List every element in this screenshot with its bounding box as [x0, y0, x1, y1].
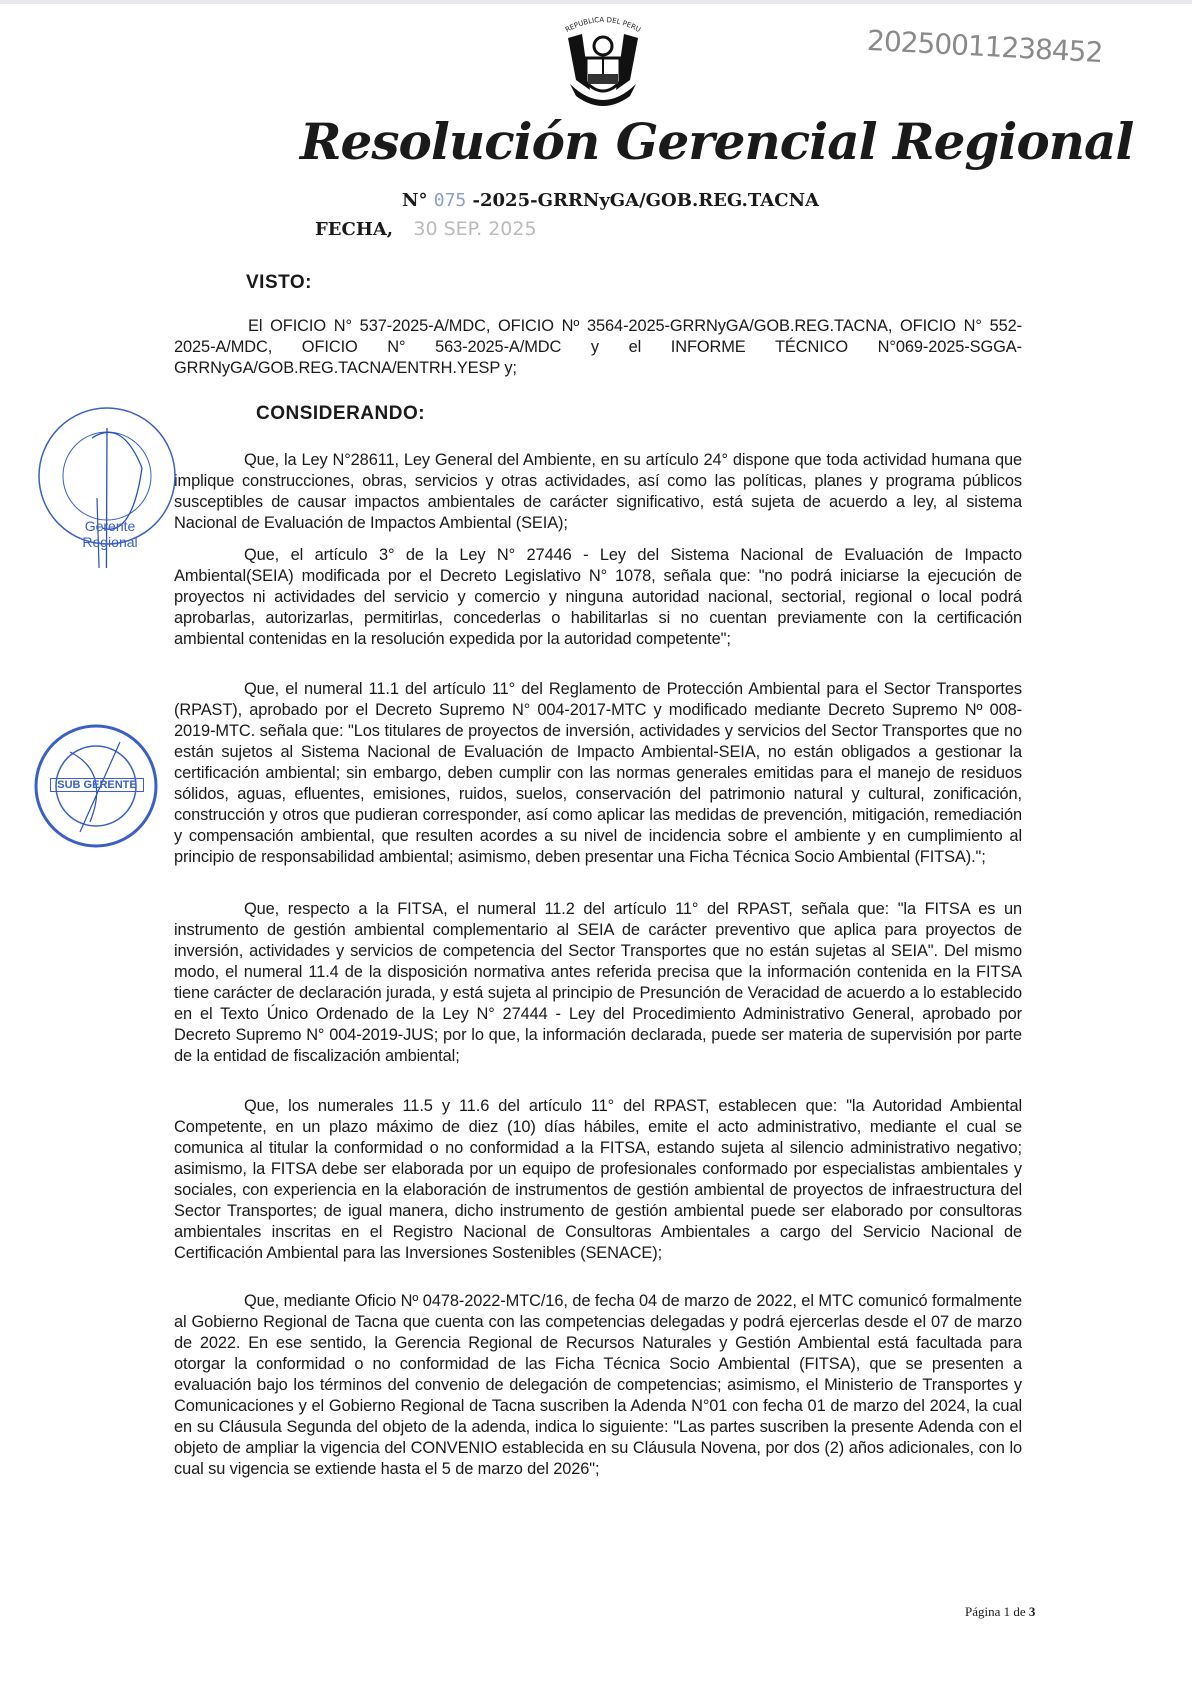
paragraph-4: Que, respecto a la FITSA, el numeral 11.2 del artículo 11° del RPAST, señala que: "la FITSA es un instrumento de gestión ambiental complementario al SEIA de carácter preventivo que aplica para proyectos de inversión, actividades y servicios de competencia del Sector Transportes que no están sujetas al SEIA". Del mismo modo, el numeral 11.4 de la disposición normativa antes referida precisa que la información contenida en la FITSA tiene carácter de declaración jurada, y está sujeta al principio de Presunción de Veracidad de acuerdo a lo establecido en el Texto Único Ordenado de la Ley N° 27444 - Ley del Procedimiento Administrativo General, aprobado por Decreto Supremo N° 004-2019-JUS; por lo que, la información declarada, puede ser materia de supervisión por parte de la entidad de fiscalización ambiental; — [174, 900, 1022, 1065]
sub-manager-stamp — [30, 712, 162, 862]
stamp2-center-text: SUB GERENTE — [50, 778, 144, 792]
date-stamp: 30 SEP. 2025 — [413, 218, 537, 240]
page-number — [965, 1604, 1035, 1620]
coat-of-arms-text — [564, 16, 642, 34]
page-label: Página 1 de — [965, 1604, 1026, 1619]
visto-paragraph: El OFICIO N° 537-2025-A/MDC, OFICIO Nº 3564-2025-GRRNyGA/GOB.REG.TACNA, OFICIO N° 552-2025-A/MDC, OFICIO N° 563-2025-A/MDC y el INFORME TÉCNICO N°069-2025-SGGA-GRRNyGA/GOB.REG.TACNA/ENTRH.YESP y; — [174, 317, 1022, 377]
paragraph-6: Que, mediante Oficio Nº 0478-2022-MTC/16, de fecha 04 de marzo de 2022, el MTC comunicó formalmente al Gobierno Regional de Tacna que cuenta con las competencias delegadas y podrá ejercerlas desde el 07 de marzo de 2022. En ese sentido, la Gerencia Regional de Recursos Naturales y Gestión Ambiental está facultada para otorgar la conformidad o no conformidad de las Ficha Técnica Socio Ambiental (FITSA), que se presenten a evaluación bajo los términos del convenio de delegación de competencias; asimismo, el Ministerio de Transportes y Comunicaciones y el Gobierno Regional de Tacna suscriben la Adenda N°01 con fecha 01 de marzo del 2024, la cual en su Cláusula Segunda del objeto de la adenda, indica lo siguiente: "Las partes suscriben la presente Adenda con el objeto de ampliar la vigencia del CONVENIO establecida en su Cláusula Novena, por dos (2) años adicionales, con lo cual su vigencia se extiende hasta el 5 de marzo del 2026"; — [174, 1292, 1022, 1478]
resolution-number — [402, 190, 819, 211]
number-handwritten: 075 — [433, 190, 467, 211]
date-label: FECHA, — [315, 219, 394, 240]
paragraph-1: Que, la Ley N°28611, Ley General del Ambiente, en su artículo 24° dispone que toda actividad humana que implique construcciones, obras, servicios y otras actividades, así como las políticas, planes y programa públicos susceptibles de causar impactos ambientales de carácter significativo, está sujeta de acuerdo a ley, al sistema Nacional de Evaluación de Impactos Ambiental (SEIA); — [174, 451, 1022, 532]
date-line — [315, 218, 537, 240]
number-suffix: -2025-GRRNyGA/GOB.REG.TACNA — [472, 190, 820, 211]
stamp1-center-text: Gerente Regional — [82, 518, 138, 550]
number-prefix: N° — [402, 190, 428, 211]
coat-of-arms-icon — [556, 12, 650, 112]
coat-of-arms-text-path: REPUBLICA DEL PERU — [564, 15, 642, 35]
manager-signature-stamp — [22, 398, 182, 568]
paragraph-2: Que, el artículo 3° de la Ley N° 27446 - Ley del Sistema Nacional de Evaluación de Impacto Ambiental(SEIA) modificada por el Decreto Legislativo N° 1078, señala que: "no podrá iniciarse la ejecución de proyectos ni actividades del servicio y comercio y ninguna autoridad nacional, sectorial, regional o local podrá aprobarlas, autorizarlas, permitirlas, concederlas o habilitarlas si no cuentan previamente con la certificación ambiental contenidas en la resolución expedida por la autoridad competente"; — [174, 546, 1022, 648]
visto-heading: VISTO: — [246, 272, 312, 293]
considerando-heading: CONSIDERANDO: — [256, 403, 426, 424]
paragraph-3: Que, el numeral 11.1 del artículo 11° del Reglamento de Protección Ambiental para el Sector Transportes (RPAST), aprobado por el Decreto Supremo N° 004-2017-MTC y modificado mediante Decreto Supremo Nº 008- 2019-MTC. señala que: "Los titulares de proyectos de inversión, actividades y servicios del Sector Transportes que no están sujetos al Sistema Nacional de Evaluación de Impacto Ambiental-SEIA, no están obligados a gestionar la certificación ambiental; sin embargo, deben cumplir con las normas generales emitidas para el manejo de residuos sólidos, aguas, efluentes, emisiones, ruidos, suelos, conservación del patrimonio natural y cultural, zonificación, construcción y otros que pudieran corresponder, así como aplicar las medidas de prevención, mitigación, remediación y compensación ambiental, que resulten acordes a su nivel de incidencia sobre el ambiente y en cumplimiento al principio de responsabilidad ambiental; asimismo, deben presentar una Ficha Técnica Socio Ambiental (FITSA)."; — [174, 680, 1022, 866]
registry-number: 20250011238452 — [865, 23, 1103, 70]
document-title: Resolución Gerencial Regional — [300, 112, 1134, 171]
paragraph-5: Que, los numerales 11.5 y 11.6 del artículo 11° del RPAST, establecen que: "la Autoridad Ambiental Competente, en un plazo máximo de diez (10) días hábiles, emite el acto administrativo, mediante el cual se comunica al titular la conformidad o no conformidad a la FITSA, estando sujeta al silencio administrativo negativo; asimismo, la FITSA debe ser elaborada por un equipo de profesionales conformado por especialistas ambientales y sociales, con experiencia en la elaboración de instrumentos de gestión ambiental de proyectos de infraestructura del Sector Transportes; de igual manera, dicho instrumento de gestión ambiental puede ser elaborado por consultoras ambientales inscritas en el Registro Nacional de Consultoras Ambientales a cargo del Servicio Nacional de Certificación Ambiental para las Inversiones Sostenibles (SENACE); — [174, 1097, 1022, 1262]
scan-edge — [0, 0, 1192, 4]
page-total: 3 — [1028, 1604, 1036, 1619]
